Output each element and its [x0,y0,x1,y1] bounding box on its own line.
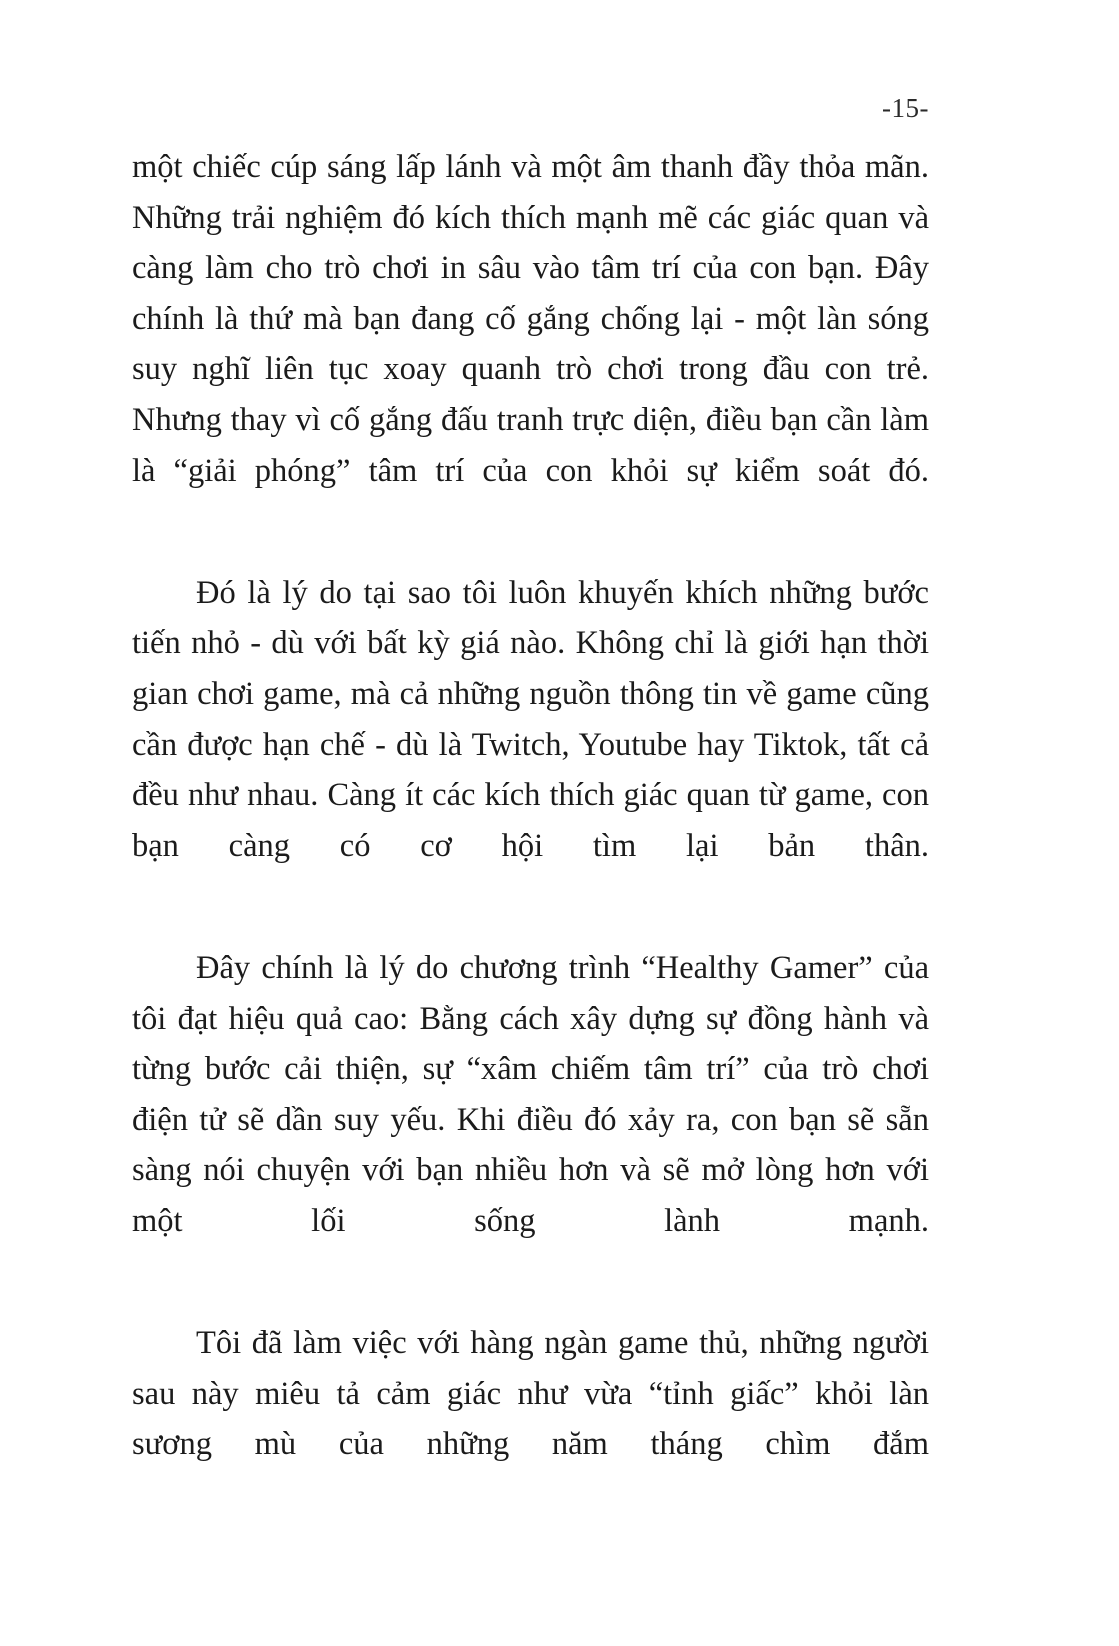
paragraph-3: Đây chính là lý do chương trình “Healthy Gamer” của tôi đạt hiệu quả cao: Bằng cách xây dựng sự đồng hành và từng bước cải thiện, sự “xâm chiếm tâm trí” của trò chơi điện tử sẽ dần suy yếu. Khi điều đó xảy ra, con bạn sẽ sẵn sàng nói chuyện với bạn nhiều hơn và sẽ mở lòng hơn với một lối sống lành mạnh. [132,949,929,1239]
page-number: -15- [882,93,929,123]
paragraph-1: một chiếc cúp sáng lấp lánh và một âm thanh đầy thỏa mãn. Những trải nghiệm đó kích thích mạnh mẽ các giác quan và càng làm cho trò chơi in sâu vào tâm trí của con bạn. Đây chính là thứ mà bạn đang cố gắng chống lại - một làn sóng suy nghĩ liên tục xoay quanh trò chơi trong đầu con trẻ. Nhưng thay vì cố gắng đấu tranh trực diện, điều bạn cần làm là “giải phóng” tâm trí của con khỏi sự kiểm soát đó. [132,149,929,489]
paragraph-2: Đó là lý do tại sao tôi luôn khuyến khích những bước tiến nhỏ - dù với bất kỳ giá nào. Không chỉ là giới hạn thời gian chơi game, mà cả những nguồn thông tin về game cũng cần được hạn chế - dù là Twitch, Youtube hay Tiktok, tất cả đều như nhau. Càng ít các kích thích giác quan từ game, con bạn càng có cơ hội tìm lại bản thân. [132,574,929,864]
paragraph-4: Tôi đã làm việc với hàng ngàn game thủ, những người sau này miêu tả cảm giác như vừa “tỉnh giấc” khỏi làn sương mù của những năm tháng chìm đắm [132,1325,929,1463]
body-text-block [132,142,929,1520]
